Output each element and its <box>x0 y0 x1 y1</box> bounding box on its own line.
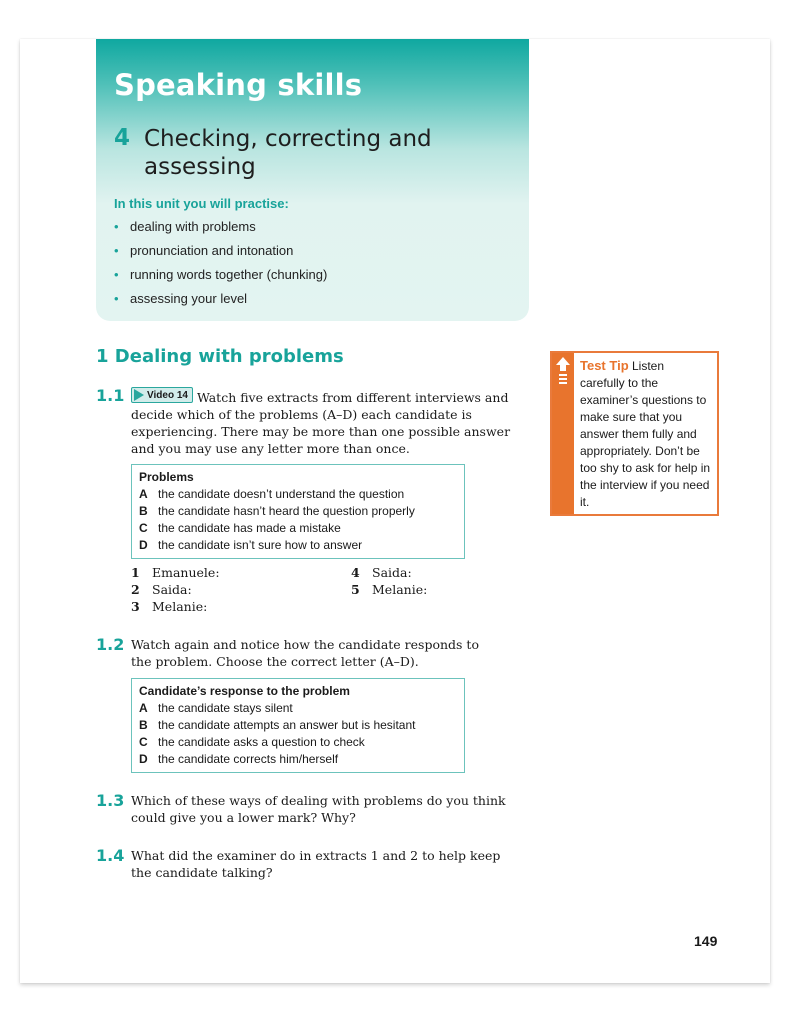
play-icon <box>134 389 144 401</box>
practise-label: In this unit you will practise: <box>114 196 289 211</box>
section-title: Speaking skills <box>114 68 363 102</box>
box-row: C the candidate asks a question to check <box>139 735 365 749</box>
section-heading: 1 Dealing with problems <box>96 346 344 367</box>
answer-item: 4 Saida: <box>351 565 412 580</box>
answer-item: 3 Melanie: <box>131 599 208 614</box>
bullet-icon: • <box>114 267 119 282</box>
answer-item: 1 Emanuele: <box>131 565 220 580</box>
exercise-number-1-4: 1.4 <box>96 846 125 865</box>
exercise-number-1-3: 1.3 <box>96 791 125 810</box>
tip-text: Test Tip Listen carefully to the examiner’s questions to make sure that you answer them fully and appropriately. Don’t be too shy to ask for help in the interview if you need it. <box>580 358 711 509</box>
bullet-icon: • <box>114 243 119 258</box>
box-row: B the candidate hasn’t heard the question properly <box>139 504 415 518</box>
tip-stripe <box>552 353 574 514</box>
list-item: • assessing your level <box>114 291 248 306</box>
exercise-number-1-2: 1.2 <box>96 635 125 654</box>
exercise-1-2-instructions: Watch again and notice how the candidate responds to the problem. Choose the correct letter (A–D). <box>131 637 479 669</box>
list-item: • dealing with problems <box>114 219 256 234</box>
box-title: Problems <box>139 470 194 484</box>
unit-number: 4 <box>114 125 131 151</box>
practise-list <box>114 219 327 315</box>
exercise-number-1-1: 1.1 <box>96 386 125 405</box>
page-number: 149 <box>694 933 718 949</box>
list-item: • running words together (chunking) <box>114 267 328 282</box>
answer-item: 2 Saida: <box>131 582 192 597</box>
exercise-1-1-instructions: Video 14 Watch five extracts from different interviews and decide which of the problems (A–D) each candidate is experiencing. There may be more than one possible answer and you may use any letter more than once. <box>131 387 526 457</box>
box-row: B the candidate attempts an answer but is hesitant <box>139 718 416 732</box>
tip-label: Test Tip <box>580 358 629 373</box>
box-row: C the candidate has made a mistake <box>139 521 341 535</box>
box-row: A the candidate stays silent <box>139 701 293 715</box>
answer-item: 5 Melanie: <box>351 582 428 597</box>
test-tip-box <box>550 351 719 516</box>
box-title: Candidate’s response to the problem <box>139 684 350 698</box>
unit-header-panel <box>96 39 529 321</box>
bullet-icon: • <box>114 219 119 234</box>
exercise-1-3-instructions: Which of these ways of dealing with problems do you think could give you a lower mark? Why? <box>131 793 506 825</box>
book-page <box>20 39 770 983</box>
list-item: • pronunciation and intonation <box>114 243 294 258</box>
unit-title: Checking, correcting and assessing <box>144 126 432 180</box>
box-row: D the candidate corrects him/herself <box>139 752 339 766</box>
box-row: D the candidate isn’t sure how to answer <box>139 538 363 552</box>
bullet-icon: • <box>114 291 119 306</box>
exercise-1-4-instructions: What did the examiner do in extracts 1 and 2 to help keep the candidate talking? <box>131 848 501 880</box>
response-box <box>131 678 465 773</box>
problems-box <box>131 464 465 559</box>
tip-arrow-icon <box>555 356 571 386</box>
video-button[interactable]: Video 14 <box>131 387 193 403</box>
box-row: A the candidate doesn’t understand the question <box>139 487 405 501</box>
